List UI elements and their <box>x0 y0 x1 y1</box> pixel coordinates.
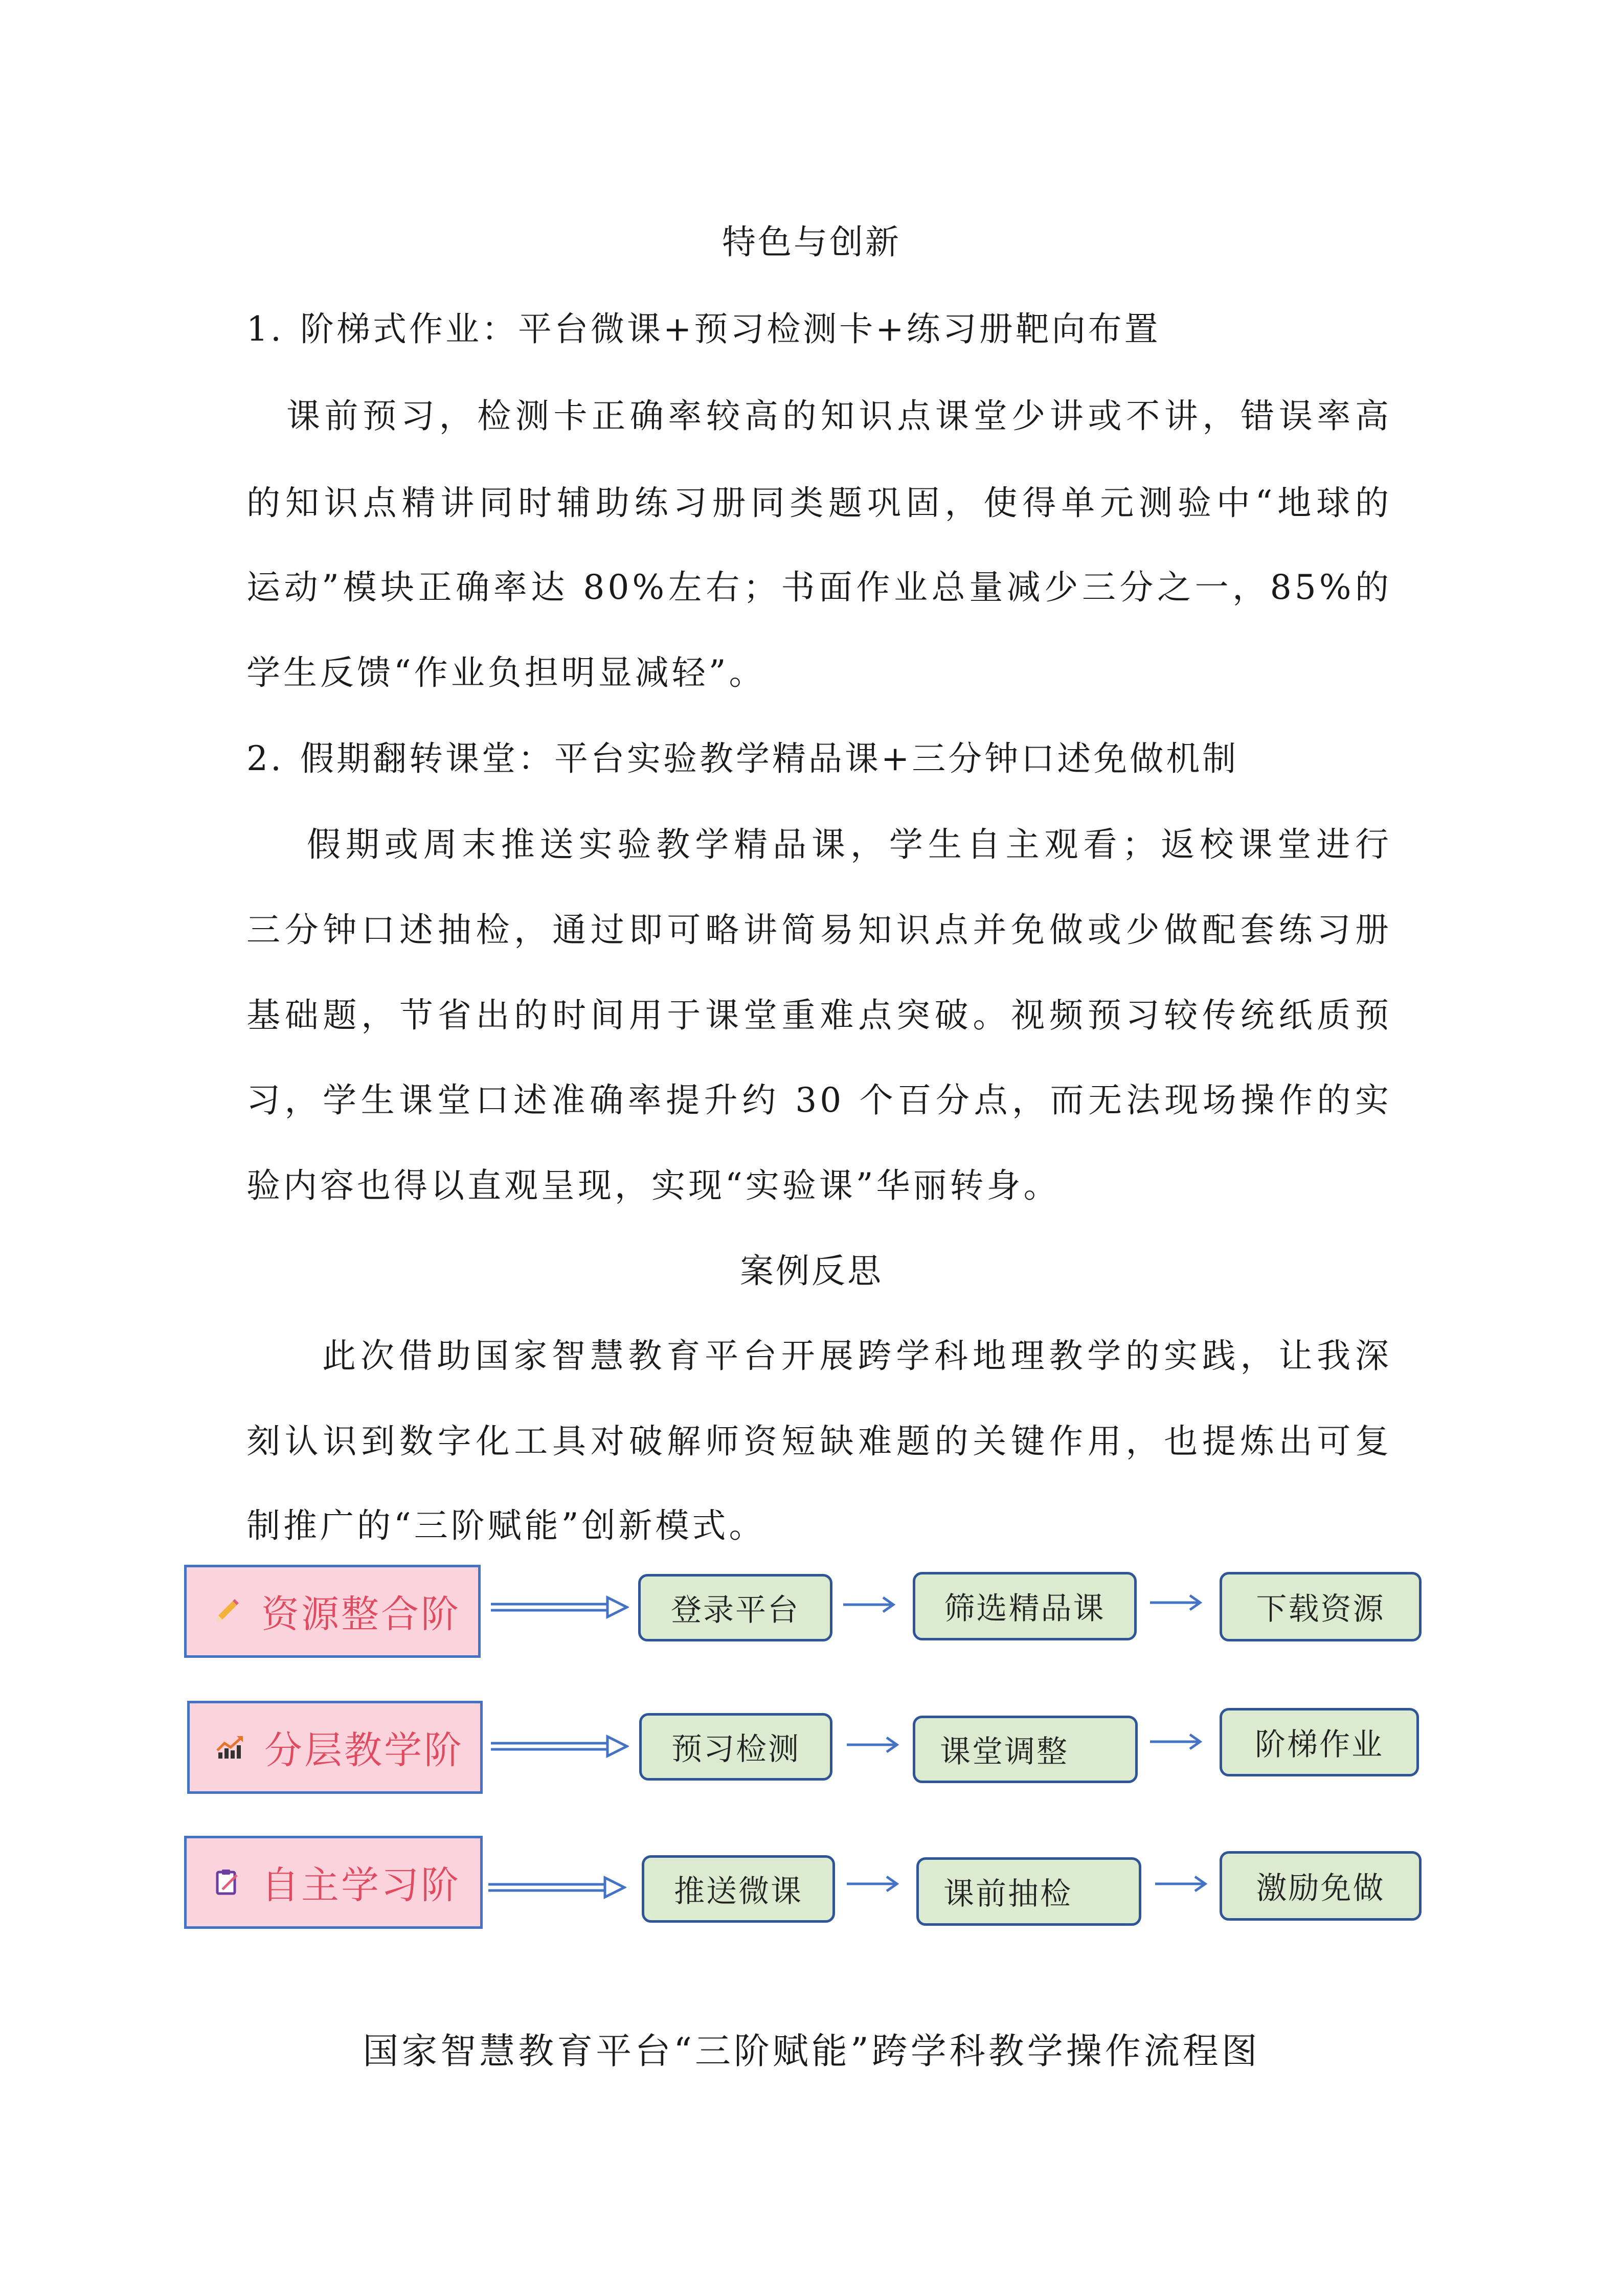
item1-line-1: 课前预习，检测卡正确率较高的知识点课堂少讲或不讲，错误率高 <box>286 396 1392 436</box>
stage-self-learning <box>184 1836 483 1929</box>
reflection-heading: 案例反思 <box>740 1251 883 1291</box>
stage-label: 分层教学阶 <box>264 1728 464 1772</box>
item2-title-text: 假期翻转课堂：平台实验教学精品课+三分钟口述免做机制 <box>300 739 1239 778</box>
arrow-right-icon <box>841 1594 897 1615</box>
step-login-platform: 登录平台 <box>638 1574 832 1641</box>
item2-title <box>246 731 1238 780</box>
item2-number: 2. <box>246 739 284 778</box>
chart-trend-icon <box>214 1732 245 1763</box>
pencil-icon <box>211 1596 242 1627</box>
item1-number: 1. <box>246 309 284 349</box>
item2-line-5: 验内容也得以直观呈现，实现“实验课”华丽转身。 <box>246 1166 1061 1205</box>
stage-tiered-teaching <box>187 1701 483 1794</box>
stage-resource-integration <box>184 1565 481 1658</box>
step-push-microcourse: 推送微课 <box>642 1855 835 1923</box>
reflection-line-1: 此次借助国家智慧教育平台开展跨学科地理教学的实践，让我深 <box>322 1336 1392 1376</box>
stage-label: 资源整合阶 <box>261 1592 461 1636</box>
step-incentive-exemption: 激励免做 <box>1220 1851 1422 1921</box>
item1-line-4: 学生反馈“作业负担明显减轻”。 <box>246 653 766 692</box>
arrow-right-icon <box>845 1874 901 1894</box>
arrow-right-icon <box>1148 1731 1204 1752</box>
double-arrow-icon <box>488 1875 626 1900</box>
features-heading: 特色与创新 <box>722 222 901 262</box>
double-arrow-icon <box>491 1594 629 1620</box>
item1-title <box>246 302 1161 350</box>
double-arrow-icon <box>491 1734 629 1759</box>
arrow-right-icon <box>845 1735 901 1755</box>
clipboard-icon <box>211 1867 242 1898</box>
reflection-line-3: 制推广的“三阶赋能”创新模式。 <box>246 1506 766 1545</box>
step-select-courses: 筛选精品课 <box>913 1572 1137 1640</box>
reflection-line-2: 刻认识到数字化工具对破解师资短缺难题的关键作用，也提炼出可复 <box>246 1422 1392 1461</box>
item1-title-text: 阶梯式作业：平台微课+预习检测卡+练习册靶向布置 <box>300 309 1161 349</box>
step-preview-test: 预习检测 <box>639 1713 832 1781</box>
item2-line-4: 习，学生课堂口述准确率提升约 30 个百分点，而无法现场操作的实 <box>246 1081 1392 1120</box>
step-tiered-homework: 阶梯作业 <box>1220 1708 1419 1776</box>
step-class-adjustment: 课堂调整 <box>913 1716 1138 1783</box>
stage-label: 自主学习阶 <box>261 1863 461 1907</box>
item1-line-2: 的知识点精讲同时辅助练习册同类题巩固，使得单元测验中“地球的 <box>246 483 1392 523</box>
item2-line-2: 三分钟口述抽检，通过即可略讲简易知识点并免做或少做配套练习册 <box>246 910 1392 950</box>
flowchart-caption: 国家智慧教育平台“三阶赋能”跨学科教学操作流程图 <box>363 2030 1260 2072</box>
item2-line-1: 假期或周末推送实验教学精品课，学生自主观看；返校课堂进行 <box>307 825 1392 864</box>
item2-line-3: 基础题，节省出的时间用于课堂重难点突破。视频预习较传统纸质预 <box>246 996 1392 1035</box>
item1-line-3: 运动”模块正确率达 80%左右；书面作业总量减少三分之一，85%的 <box>246 568 1392 607</box>
step-download-resources: 下载资源 <box>1220 1572 1422 1641</box>
arrow-right-icon <box>1153 1874 1209 1894</box>
arrow-right-icon <box>1148 1592 1204 1613</box>
step-pre-class-check: 课前抽检 <box>916 1857 1141 1926</box>
